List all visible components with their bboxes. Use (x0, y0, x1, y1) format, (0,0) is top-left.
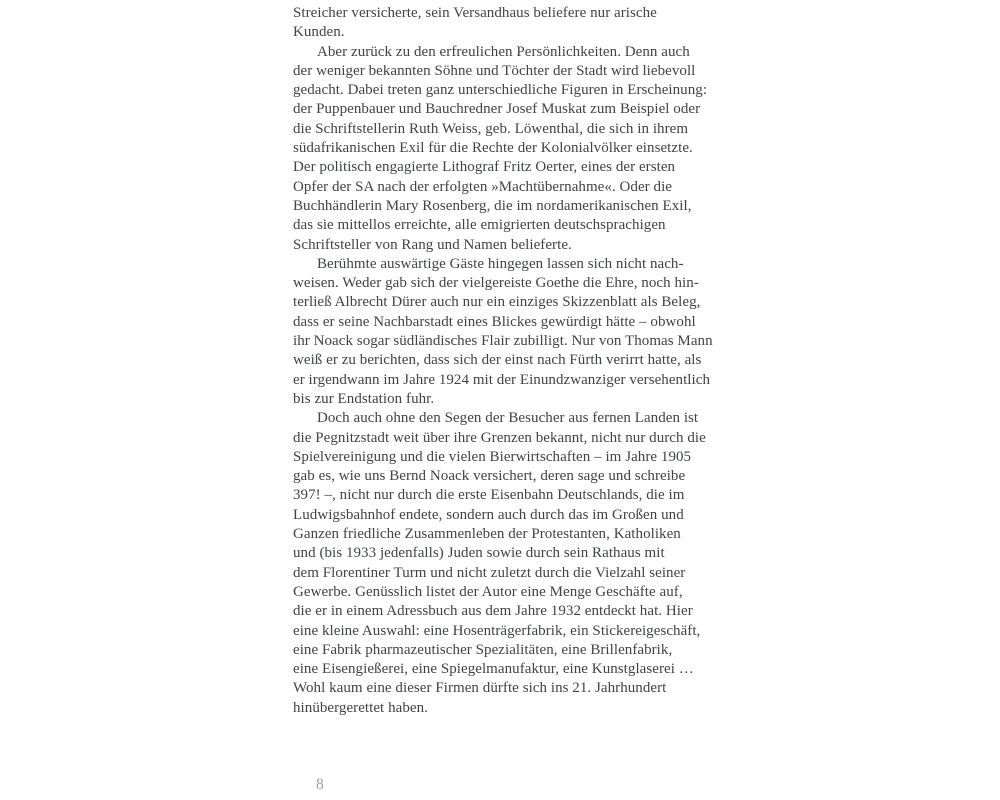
text-line: Gewerbe. Genüsslich listet der Autor eine Menge Geschäfte auf, (293, 583, 683, 600)
text-line: die Schriftstellerin Ruth Weiss, geb. Löwenthal, die sich in ihrem (293, 120, 689, 137)
page-number: 8 (316, 776, 324, 793)
text-line: und (bis 1933 jedenfalls) Juden sowie durch sein Rathaus mit (293, 545, 665, 562)
text-line: eine kleine Auswahl: eine Hosenträgerfabrik, ein Stickereigeschäft, (293, 622, 701, 639)
text-line: eine Fabrik pharmazeutischer Spezialitäten, eine Brillenfabrik, (293, 641, 673, 658)
text-line: die Pegnitzstadt weit über ihre Grenzen bekannt, nicht nur durch die (293, 429, 706, 446)
text-line: der weniger bekannten Söhne und Töchter der Stadt wird liebevoll (293, 62, 696, 79)
text-line: weisen. Weder gab sich der vielgereiste Goethe die Ehre, noch hin- (293, 275, 699, 292)
text-line: Spielvereinigung und die vielen Bierwirtschaften – im Jahre 1905 (293, 448, 692, 465)
text-line: hinübergerettet haben. (293, 699, 428, 716)
text-line: Aber zurück zu den erfreulichen Persönlichkeiten. Denn auch (317, 43, 690, 60)
text-line: dem Florentiner Turm und nicht zuletzt durch die Vielzahl seiner (293, 564, 686, 581)
text-line: gedacht. Dabei treten ganz unterschiedliche Figuren in Erscheinung: (293, 82, 708, 99)
text-line: Wohl kaum eine dieser Firmen dürfte sich ins 21. Jahrhundert (293, 680, 667, 697)
page-text (293, 4, 729, 718)
text-line: eine Eisengießerei, eine Spiegelmanufaktur, eine Kunstglaserei … (293, 661, 694, 678)
text-line: 397! –, nicht nur durch die erste Eisenbahn Deutschlands, die im (293, 487, 685, 504)
text-line: Streicher versicherte, sein Versandhaus beliefere nur arische (293, 5, 657, 21)
text-line: Buchhändlerin Mary Rosenberg, die im nordamerikanischen Exil, (293, 197, 692, 214)
text-line: Opfer der SA nach der erfolgten »Machtübernahme«. Oder die (293, 178, 673, 195)
text-line: Doch auch ohne den Segen der Besucher aus fernen Landen ist (317, 410, 699, 427)
text-line: gab es, wie uns Bernd Noack versichert, deren sage und schreibe (293, 468, 686, 485)
text-line: dass er seine Nachbarstadt eines Blickes gewürdigt hätte – obwohl (293, 313, 696, 330)
text-line: Kunden. (293, 24, 345, 41)
text-line: er irgendwann im Jahre 1924 mit der Einundzwanziger versehentlich (293, 371, 711, 388)
text-line: südafrikanischen Exil für die Rechte der Kolonialvölker einsetzte. (293, 140, 693, 157)
text-line: das sie mittellos erreichte, alle emigrierten deutschsprachigen (293, 217, 666, 234)
text-line: Berühmte auswärtige Gäste hingegen lassen sich nicht nach- (317, 255, 684, 272)
text-line: Der politisch engagierte Lithograf Fritz Oerter, eines der ersten (293, 159, 676, 176)
text-line: terließ Albrecht Dürer auch nur ein einziges Skizzenblatt als Beleg, (293, 294, 701, 311)
text-line: Schriftsteller von Rang und Namen belieferte. (293, 236, 572, 253)
text-line: Ganzen friedliche Zusammenleben der Protestanten, Katholiken (293, 526, 681, 543)
text-line: der Puppenbauer und Bauchredner Josef Muskat zum Beispiel oder (293, 101, 701, 118)
text-line: weiß er zu berichten, dass sich der einst nach Fürth verirrt hatte, als (293, 352, 702, 369)
text-line: bis zur Endstation fuhr. (293, 390, 435, 407)
text-line: ihr Noack sogar südländisches Flair zubilligt. Nur von Thomas Mann (293, 333, 713, 350)
text-line: die er in einem Adressbuch aus dem Jahre 1932 entdeckt hat. Hier (293, 603, 693, 620)
text-line: Ludwigsbahnhof endete, sondern auch durch das im Großen und (293, 506, 684, 523)
